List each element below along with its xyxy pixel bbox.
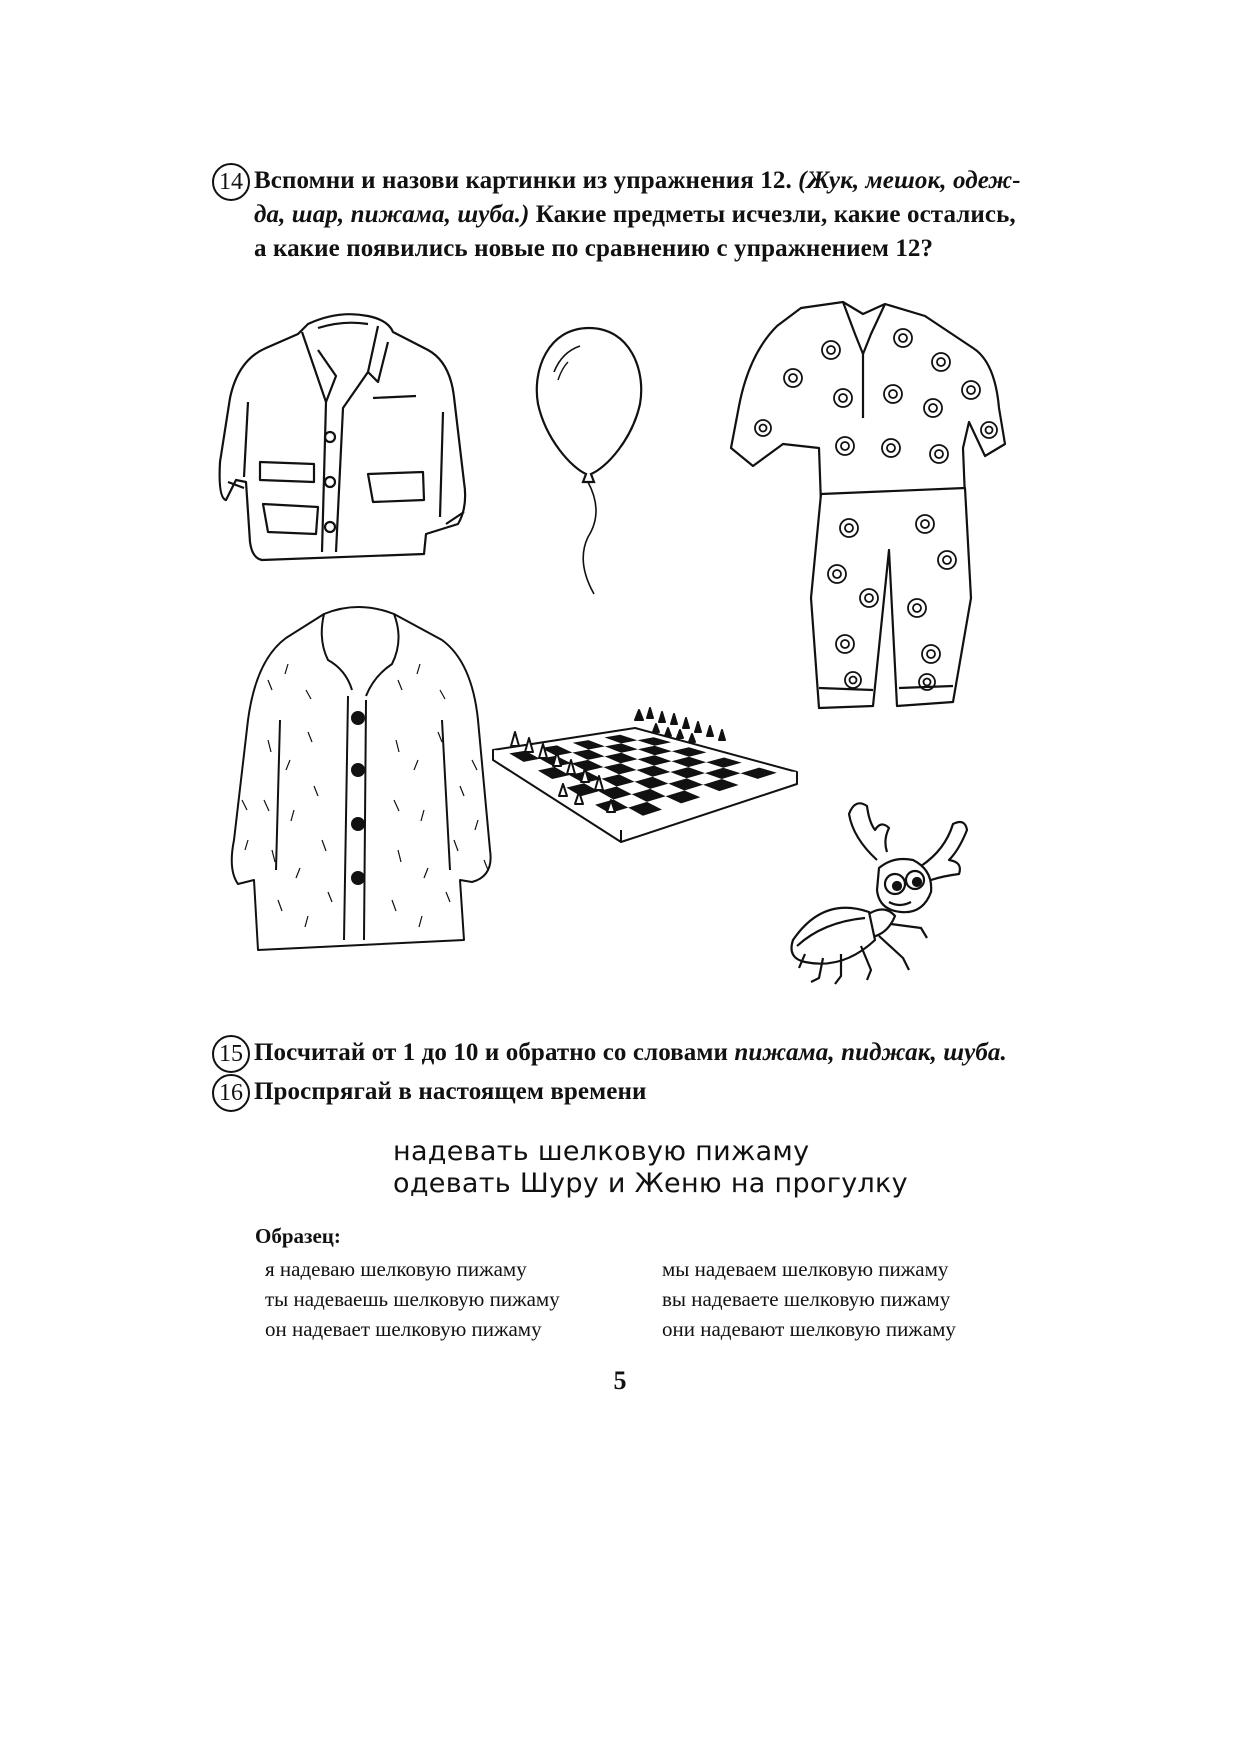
conjugation-line: вы надеваете шелковую пижаму (662, 1287, 951, 1311)
exercise-16-text: Проспрягай в настоящем времени (254, 1078, 647, 1105)
sample-left-column (265, 1254, 560, 1344)
chessboard-picture (487, 696, 803, 850)
exercise-16-number: 16 (212, 1074, 250, 1112)
conjugation-line: ты надеваешь шелковую пижаму (265, 1287, 560, 1311)
exercise-14-line1-b: (Жук, мешок, одеж- (798, 167, 1021, 194)
exercise-14-line2-a: да, шар, пижама, шуба.) (254, 201, 530, 228)
jacket-picture (218, 302, 480, 570)
conjugation-line: они надевают шелковую пижаму (662, 1317, 956, 1341)
fur-coat-picture (228, 600, 498, 956)
exercise-14-line3: а какие появились новые по сравнению с упражнением 12? (254, 235, 934, 262)
exercise-15-number: 15 (212, 1035, 250, 1073)
conjugation-line: я надеваю шелковую пижаму (265, 1257, 527, 1281)
exercise-14-line2-b: Какие предметы исчезли, какие остались, (529, 201, 1016, 228)
conjugation-line: мы надеваем шелковую пижаму (662, 1257, 949, 1281)
conjugation-line: он надевает шелковую пижаму (265, 1317, 542, 1341)
sample-right-column (662, 1254, 956, 1344)
sample-title: Образец: (255, 1224, 341, 1248)
exercise-14-text (254, 164, 1034, 266)
exercise-15-text-a: Посчитай от 1 до 10 и обратно со словами (254, 1039, 735, 1066)
phrase-1: надевать шелковую пижаму (393, 1136, 810, 1167)
exercise-15-text (254, 1036, 1007, 1070)
exercise-14-number: 14 (212, 163, 250, 201)
exercise-14-line1-a: Вспомни и назови картинки из упражнения 12. (254, 167, 799, 194)
phrase-2: одевать Шуру и Женю на прогулку (393, 1168, 908, 1199)
exercise-15-text-b: пижама, пиджак, шуба. (734, 1039, 1007, 1066)
pajamas-picture (713, 298, 1013, 724)
balloon-picture (528, 322, 650, 604)
beetle-picture (783, 790, 979, 998)
page-number: 5 (613, 1366, 627, 1395)
